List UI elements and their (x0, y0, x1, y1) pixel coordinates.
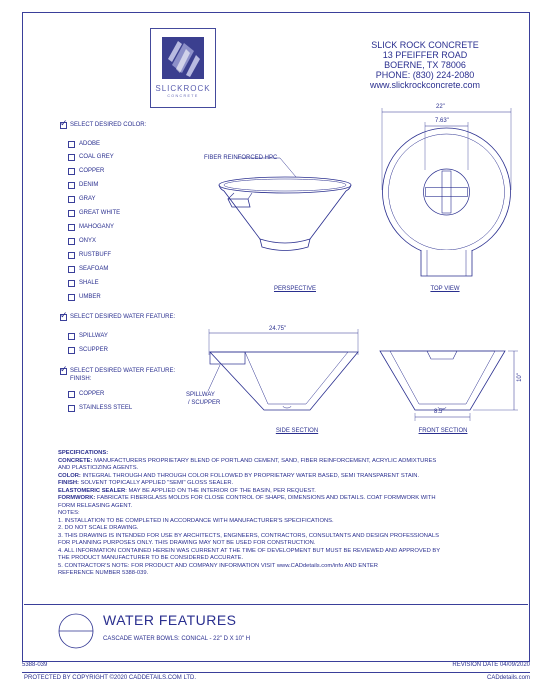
front-section-base-dim: 8.5" (434, 409, 445, 415)
color-section-label: SELECT DESIRED COLOR: (70, 122, 147, 128)
company-address-line1: 13 PFEIFFER ROAD (382, 50, 468, 60)
spillway-callout-line2: / SCUPPER (188, 400, 221, 406)
note-line-3: 3. THIS DRAWING IS INTENDED FOR USE BY ARCHITECTS, ENGINEERS, CONTRACTORS, CONSULTANTS AND DESIGN PROFESSIONALS (58, 532, 439, 539)
color-checkbox-copper[interactable] (68, 168, 75, 175)
company-logo (150, 28, 216, 108)
company-phone: PHONE: (830) 224-2080 (375, 70, 475, 80)
finish-spec-text: SOLVENT TOPICALLY APPLIED "SEMI" GLOSS SEALER. (80, 480, 234, 486)
note-line-7: 5. CONTRACTOR'S NOTE: FOR PRODUCT AND COMPANY INFORMATION VISIT www.CADdetails.com/info AND ENTER (58, 562, 378, 569)
finish-section-checkbox[interactable] (60, 368, 67, 375)
finish-section-label: SELECT DESIRED WATER FEATURE: (70, 368, 176, 374)
color-option-seafoam: SEAFOAM (79, 266, 109, 272)
concrete-label: CONCRETE: (58, 457, 93, 464)
water-feature-option-scupper: SCUPPER (79, 347, 109, 353)
formwork-text-line2: FORM RELEASING AGENT. (58, 502, 133, 509)
logo-wordmark: SLICKROCK (155, 84, 211, 93)
formwork-text-line1: FABRICATE FIBERGLASS MOLDS FOR CLOSE CONTROL OF SHAPE, DIMENSIONS AND DETAILS. COAT FORMWORK WITH (96, 495, 436, 501)
company-name: SLICK ROCK CONCRETE (371, 40, 479, 50)
color-option-great-white: GREAT WHITE (79, 210, 121, 216)
formwork-label: FORMWORK: (58, 495, 96, 501)
top-view-inner-dim: 7.63" (435, 118, 449, 124)
color-option-coal-grey: COAL GREY (79, 154, 114, 160)
elastomeric-label: ELASTOMERIC SEALER (58, 487, 126, 494)
finish-spec-label: FINISH: (58, 480, 79, 486)
finish-checkbox-copper[interactable] (68, 391, 75, 398)
note-line-8: REFERENCE NUMBER 5388-039. (58, 570, 149, 576)
color-option-umber: UMBER (79, 294, 101, 300)
color-checkbox-coal-grey[interactable] (68, 154, 75, 161)
title-block (24, 604, 528, 661)
color-checkbox-umber[interactable] (68, 294, 75, 301)
color-option-gray: GRAY (79, 196, 96, 202)
color-option-copper: COPPER (79, 168, 105, 174)
water-feature-checkbox-scupper[interactable] (68, 347, 75, 354)
color-spec-text: INTEGRAL THROUGH AND THROUGH COLOR FOLLOWED BY PROPRIETARY WATER BASED, SEMI TRANSPARENT STAIN. (82, 472, 420, 479)
finish-section-label-2: FINISH: (70, 376, 92, 382)
specifications-block (58, 450, 518, 578)
company-address-line2: BOERNE, TX 78006 (384, 60, 466, 70)
spillway-callout-line1: SPILLWAY (186, 392, 215, 398)
side-section-drawing (190, 325, 370, 425)
fiber-callout-label: FIBER REINFORCED HPC (204, 155, 278, 161)
color-checkbox-denim[interactable] (68, 182, 75, 189)
color-checkbox-rustbuff[interactable] (68, 252, 75, 259)
company-website[interactable]: www.slickrockconcrete.com (369, 80, 481, 90)
color-checkbox-mahogany[interactable] (68, 224, 75, 231)
perspective-label: PERSPECTIVE (273, 286, 316, 292)
side-section-width-dim: 24.75" (269, 326, 287, 332)
color-checkbox-adobe[interactable] (68, 141, 75, 148)
concrete-text-line2: AND PLASTICIZING AGENTS. (58, 465, 139, 471)
color-checkbox-seafoam[interactable] (68, 266, 75, 273)
logo-mark-icon (160, 35, 206, 81)
color-checkbox-onyx[interactable] (68, 238, 75, 245)
sheet-title: WATER FEATURES (103, 612, 237, 628)
top-view-label: TOP VIEW (430, 286, 460, 292)
water-feature-section-checkbox[interactable] (60, 314, 67, 321)
copyright-notice: PROTECTED BY COPYRIGHT ©2020 CADDETAILS.COM LTD. (24, 675, 197, 681)
note-line-4: FOR PLANNING PURPOSES ONLY. THIS DRAWING MAY NOT BE USED FOR CONSTRUCTION. (58, 540, 316, 546)
finish-checkbox-stainless-steel[interactable] (68, 405, 75, 412)
finish-option-copper: COPPER (79, 391, 105, 397)
notes-heading: NOTES: (58, 510, 80, 516)
color-option-denim: DENIM (79, 182, 99, 188)
note-line-2: 2. DO NOT SCALE DRAWING. (58, 525, 139, 531)
concrete-text-line1: MANUFACTURERS PROPRIETARY BLEND OF PORTLAND CEMENT, SAND, FIBER REINFORCEMENT, ACRYLIC ADMIXTURES (94, 457, 437, 464)
color-option-mahogany: MAHOGANY (79, 224, 115, 230)
front-section-label: FRONT SECTION (418, 428, 468, 434)
front-section-drawing (375, 335, 525, 425)
logo-subtext: CONCRETE (167, 94, 199, 98)
water-feature-checkbox-spillway[interactable] (68, 333, 75, 340)
color-spec-label: COLOR: (58, 472, 81, 479)
front-section-height-dim: 10" (516, 373, 523, 382)
side-section-label: SIDE SECTION (275, 428, 319, 434)
color-option-shale: SHALE (79, 280, 99, 286)
water-feature-option-spillway: SPILLWAY (79, 333, 108, 339)
reference-number: 5388-039 (22, 662, 48, 668)
top-view-drawing (365, 100, 525, 290)
top-view-outer-dim: 22" (436, 104, 445, 110)
note-line-6: THE PRODUCT MANUFACTURER TO BE CONSIDERED ACCURATE. (58, 555, 244, 561)
revision-date: REVISION DATE 04/09/2020 (452, 662, 530, 668)
color-option-adobe: ADOBE (79, 141, 101, 147)
color-checkbox-shale[interactable] (68, 280, 75, 287)
color-checkbox-great-white[interactable] (68, 210, 75, 217)
elastomeric-text: : MAY BE APPLIED ON THE INTERIOR OF THE BASIN, PER REQUEST. (125, 487, 316, 494)
caddetails-link[interactable]: CADdetails.com (486, 675, 530, 681)
color-section-checkbox[interactable] (60, 122, 67, 129)
note-line-5: 4. ALL INFORMATION CONTAINED HEREIN WAS CURRENT AT THE TIME OF DEVELOPMENT BUT MUST BE REVIEWED AND APPROVED BY (58, 547, 441, 554)
sheet-subtitle: CASCADE WATER BOWLS: CONICAL - 22" D X 10" H (103, 636, 251, 642)
color-option-rustbuff: RUSTBUFF (79, 252, 111, 258)
perspective-drawing (210, 155, 360, 285)
note-line-1: 1. INSTALLATION TO BE COMPLETED IN ACCORDANCE WITH MANUFACTURER'S SPECIFICATIONS. (58, 517, 334, 524)
color-checkbox-gray[interactable] (68, 196, 75, 203)
company-info (350, 40, 500, 90)
section-circle-icon (56, 613, 96, 649)
color-option-onyx: ONYX (79, 238, 97, 244)
specs-heading: SPECIFICATIONS: (58, 450, 109, 456)
finish-option-stainless-steel: STAINLESS STEEL (79, 405, 133, 411)
water-feature-section-label: SELECT DESIRED WATER FEATURE: (70, 314, 176, 320)
